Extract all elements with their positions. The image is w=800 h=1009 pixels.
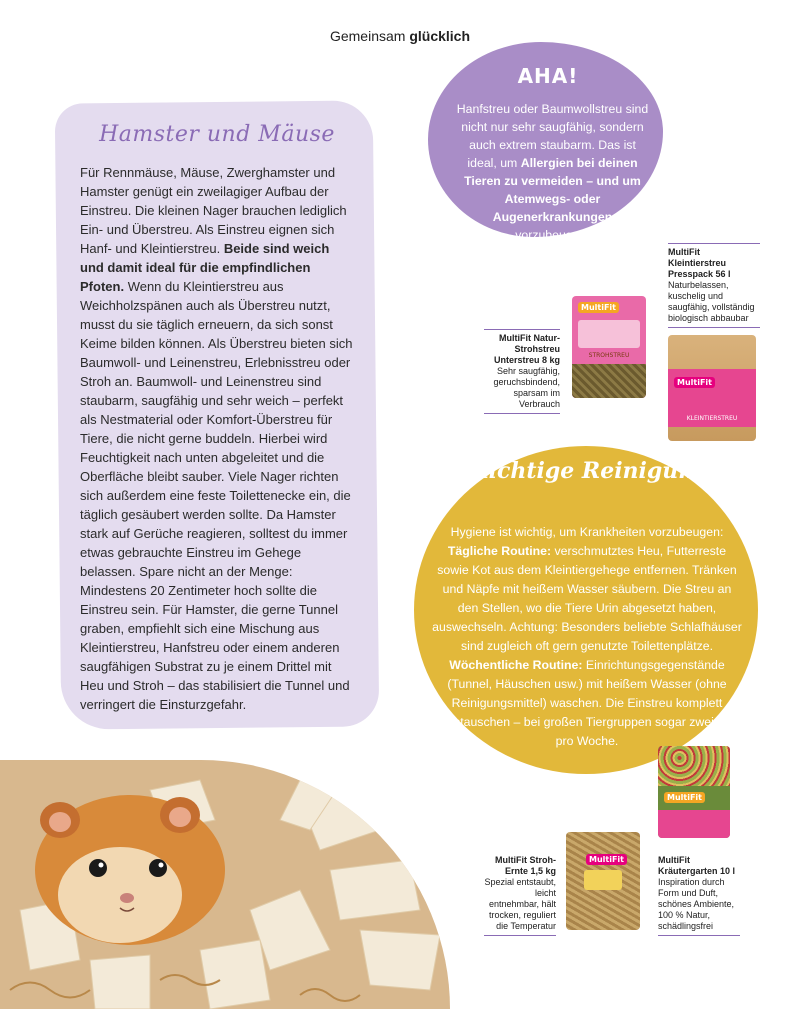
product-image-kraeutergarten[interactable]	[658, 746, 730, 838]
hamster-card-body	[80, 163, 355, 714]
aha-text-bold: Allergien bei deinen Tieren zu vermeiden – und um Atemwegs- oder Augenerkrankungen	[464, 156, 641, 224]
aha-text	[455, 100, 650, 244]
product-label-stroh-ernte	[484, 855, 556, 939]
cleaning-weekly-text: Einrichtungsgegenstände (Tunnel, Häuschen usw.) mit heißem Wasser (ohne Reinigungsmittel) waschen. Die Einstreu komplett austauschen – bei großen Tiergruppen sogar zweimal pro Woche.	[440, 658, 734, 748]
card-text-bold: Beide sind weich und damit ideal für die empfindlichen Pfoten.	[80, 241, 330, 294]
card-text-2: Wenn du Kleintierstreu aus Weichholzspänen auch als Überstreu nutzt, musst du sie täglich erneuern, da sich sonst Keime bilden können. Als Überstreu bieten sich Baumwoll- und Leinenstreu, Erlebnisstreu oder Stroh an. Baumwoll- und Leinenstreu sind staubarm, saugfähig und sehr weich – perfekt als Nestmaterial oder Komfort-Überstreu für Tiere, die nicht gerne buddeln. Hierbei wird Feuchtigkeit nach unten abgeleitet und die Oberfläche bleibt sauber. Viele Nager richten sich außerdem eine feste Toilettenecke ein, die täglich gesäubert werden sollte. Da Hamster stark auf Gerüche reagieren, solltest du immer etwas gebrauchte Einstreu im Gehege belassen. Spare nicht an der Menge: Mindestens 20 Zentimeter hoch sollte die Einstreu sein. Für Hamster, die gerne Tunnel graben, empfiehlt sich eine Mischung aus Kleintierstreu, Hanfstreu oder einem anderen saugfähigen Substrat zu je einem Drittel mit Heu und Stroh – das stabilisiert die Tunnel und verringert die Einsturzgefahr.	[80, 279, 353, 712]
product-label-presspack	[668, 240, 760, 331]
product-rule	[658, 935, 740, 936]
brand-logo: MultiFit	[664, 792, 705, 803]
product-rule	[668, 327, 760, 328]
cleaning-intro: Hygiene ist wichtig, um Krankheiten vorzubeugen:	[450, 525, 724, 539]
cleaning-title: Richtige Reinigung	[470, 458, 710, 484]
cleaning-text	[432, 523, 742, 751]
product-image-stroh-ernte[interactable]	[566, 832, 640, 930]
product-label-kraeutergarten	[658, 855, 740, 939]
header-prefix: Gemeinsam	[329, 28, 406, 44]
aha-title: AHA!	[517, 64, 579, 88]
cleaning-daily-label: Tägliche Routine:	[447, 544, 552, 558]
brand-logo: MultiFit	[586, 854, 627, 865]
hamster-card-title: Hamster und Mäuse	[99, 122, 335, 147]
cleaning-daily-text: verschmutztes Heu, Futterreste sowie Kot aus dem Kleintiergehege entfernen. Tränken und Näpfe mit heißem Wasser säubern. Die Streu an den Stellen, wo die Tiere Urin abgesetzt haben, auswechseln. Achtung: Besonders beliebte Schlafhäuser sind zugleich oft gern genutzte Toilettenplätze.	[432, 544, 742, 653]
product-desc: Inspiration durch Form und Duft, schönes Ambiente, 100 % Natur, schädlingsfrei	[658, 877, 735, 931]
product-label-strohstreu	[484, 326, 560, 417]
page-header	[0, 28, 800, 44]
product-desc: Spezial entstaubt, leicht entnehmbar, hält trocken, reguliert die Temperatur	[484, 877, 556, 931]
product-desc: Naturbelassen, kuschelig und saugfähig, vollständig biologisch abbaubar	[668, 280, 755, 323]
pack-label: KLEINTIERSTREU	[686, 415, 738, 422]
hamster-photo	[0, 760, 450, 1009]
product-image-strohstreu[interactable]	[572, 296, 646, 398]
hamster-illustration	[0, 760, 450, 1009]
header-bold: glücklich	[409, 28, 471, 44]
product-rule	[484, 935, 556, 936]
product-image-presspack[interactable]	[668, 335, 756, 441]
product-rule	[484, 413, 560, 414]
product-name: MultiFit Kleintierstreu Presspack 56 l	[668, 247, 731, 279]
product-name: MultiFit Kräutergarten 10 l	[658, 855, 736, 876]
product-name: MultiFit Natur-Strohstreu Unterstreu 8 kg	[493, 333, 560, 365]
aha-text-1: Hanfstreu oder Baumwollstreu sind nicht nur sehr saugfähig, sondern auch extrem staubarm. Das ist ideal, um	[456, 102, 649, 170]
cleaning-weekly-label: Wöchentliche Routine:	[449, 658, 583, 672]
product-desc: Sehr saugfähig, geruchsbindend, sparsam im Verbrauch	[493, 366, 560, 409]
pack-label: STROHSTREU	[588, 352, 630, 359]
brand-logo: MultiFit	[674, 377, 715, 388]
product-rule	[484, 329, 560, 330]
brand-logo: MultiFit	[578, 302, 619, 313]
product-name: MultiFit Stroh-Ernte 1,5 kg	[495, 855, 556, 876]
product-rule	[668, 243, 760, 244]
aha-text-2: vorzubeugen.	[515, 228, 590, 242]
card-text-1: Für Rennmäuse, Mäuse, Zwerghamster und Hamster genügt ein zweilagiger Aufbau der Einstreu. Die kleinen Nager brauchen lediglich Ein- und Überstreu. Als Einstreu eignen sich Hanf- und Kleintierstreu.	[80, 165, 347, 256]
